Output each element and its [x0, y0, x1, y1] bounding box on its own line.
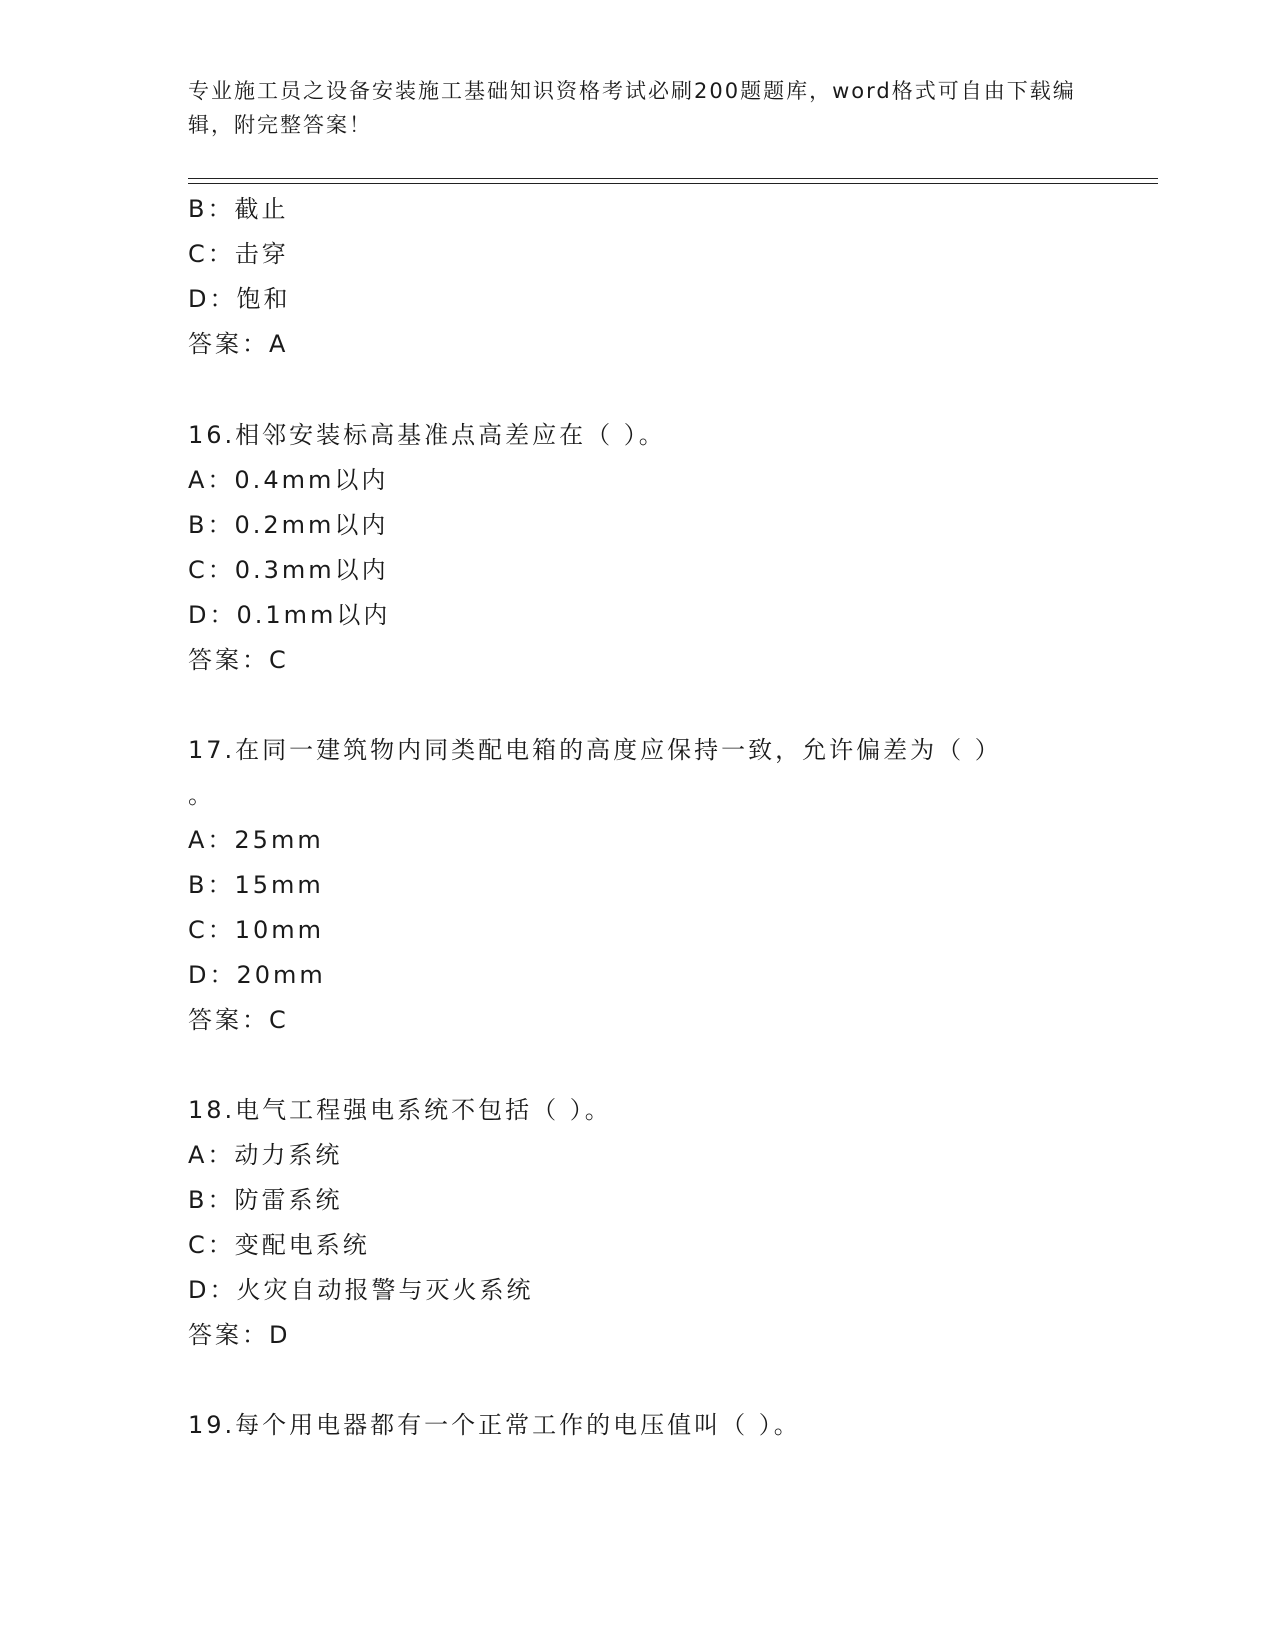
option-line: C：击穿	[188, 240, 289, 268]
answer-line: 答案：C	[188, 1006, 289, 1034]
option-line: B：0.2mm以内	[188, 511, 389, 539]
answer-line: 答案：C	[188, 646, 289, 674]
option-line: C：0.3mm以内	[188, 556, 389, 584]
document-header: 专业施工员之设备安装施工基础知识资格考试必刷200题题库，word格式可自由下载编辑，附完整答案！	[188, 79, 1076, 137]
option-line: D：20mm	[188, 961, 326, 989]
option-line: A：25mm	[188, 826, 324, 854]
header-rule-bottom	[188, 183, 1158, 184]
option-line: A：动力系统	[188, 1141, 343, 1169]
option-line: D：0.1mm以内	[188, 601, 391, 629]
option-line: C：变配电系统	[188, 1231, 370, 1259]
question-line: 17.在同一建筑物内同类配电箱的高度应保持一致，允许偏差为（ ）	[188, 736, 1002, 764]
question-line: 19.每个用电器都有一个正常工作的电压值叫（ ）。	[188, 1411, 801, 1439]
question-line: 16.相邻安装标高基准点高差应在（ ）。	[188, 421, 666, 449]
answer-line: 答案：D	[188, 1321, 291, 1349]
option-line: B：截止	[188, 195, 289, 223]
option-line: B：防雷系统	[188, 1186, 343, 1214]
option-line: D：火灾自动报警与灭火系统	[188, 1276, 534, 1304]
option-line: B：15mm	[188, 871, 324, 899]
option-line: C：10mm	[188, 916, 325, 944]
option-line: A：0.4mm以内	[188, 466, 389, 494]
answer-line: 答案：A	[188, 330, 289, 358]
question-line: 18.电气工程强电系统不包括（ ）。	[188, 1096, 612, 1124]
header-rule-top	[188, 178, 1158, 179]
question-continuation: 。	[188, 781, 215, 809]
option-line: D：饱和	[188, 285, 291, 313]
